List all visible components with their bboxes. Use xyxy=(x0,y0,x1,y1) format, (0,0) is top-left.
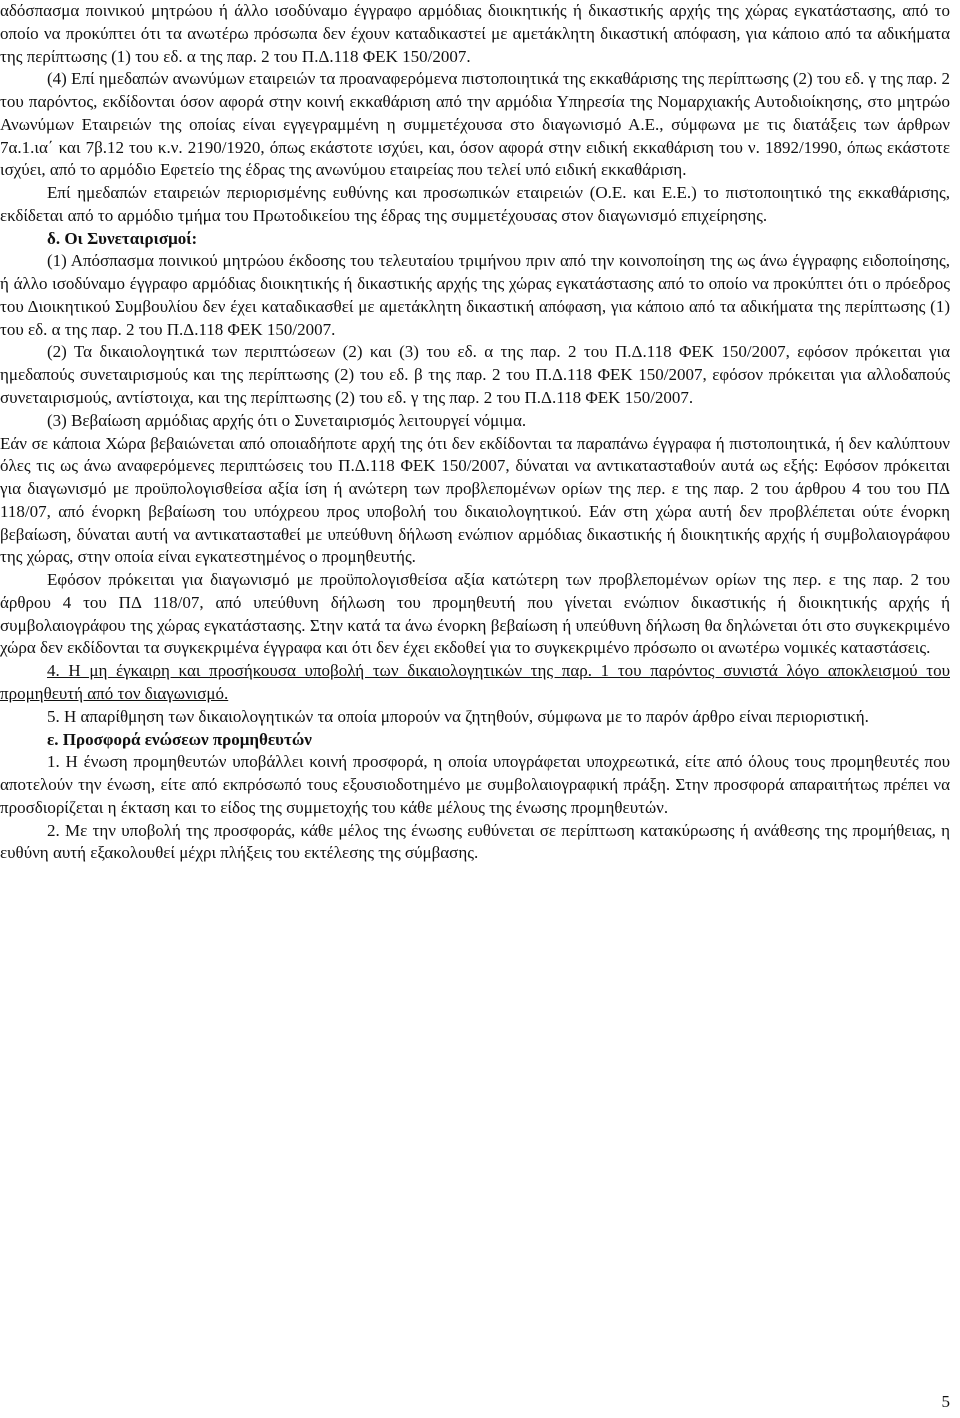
country-note-paragraph: Εάν σε κάποια Χώρα βεβαιώνεται από οποιαδήποτε αρχή της ότι δεν εκδίδονται τα παραπάνω έγγραφα ή πιστοποιητικά, ή δεν καλύπτουν όλες τις ως άνω αναφερόμενες περιπτώσεις του Π.Δ.118 ΦΕΚ 150/2007, δύναται να αντικατασταθούν αυτά ως εξής: Εφόσον πρόκειται για διαγωνισμό με προϋπολογισθείσα αξία ίση ή ανώτερη των προβλεπομένων ορίων της περ. ε της παρ. 2 του άρθρου 4 του του ΠΔ 118/07, από ένορκη βεβαίωση του υπόχρεου προς υποβολή του δικαιολογητικού. Εάν στη χώρα αυτή δεν προβλέπεται ούτε ένορκη βεβαίωση, δύναται αυτή να αντικατασταθεί με υπεύθυνη δήλωση ενώπιον αρμόδιας δικαστικής ή διοικητικής αρχής ή συμβολαιογράφου της χώρας, στην οποία είναι εγκατεστημένος ο προμηθευτής. xyxy=(0,433,950,567)
paragraph: Επί ημεδαπών εταιρειών περιορισμένης ευθύνης και προσωπικών εταιρειών (Ο.Ε. και Ε.Ε.) το πιστοποιητικό της εκκαθάρισης, εκδίδεται από το αρμόδιο τμήμα του Πρωτοδικείου της έδρας της συμμετέχουσας στον διαγωνισμό επιχείρησης. xyxy=(0,183,950,225)
page-number: 5 xyxy=(941,1392,950,1411)
cooperative-item-3: (3) Βεβαίωση αρμόδιας αρχής ότι ο Συνεταιρισμός λειτουργεί νόμιμα. xyxy=(47,410,527,430)
cooperative-item-2: (2) Τα δικαιολογητικά των περιπτώσεων (2) και (3) του εδ. α της παρ. 2 του Π.Δ.118 ΦΕΚ 150/2007, εφόσον πρόκειται για ημεδαπούς συνεταιρισμούς και της περίπτωσης (2) του εδ. β της παρ. 2 του Π.Δ.118 ΦΕΚ 150/2007, εφόσον πρόκειται για αλλοδαπούς συνεταιρισμούς, αντίστοιχα, και της περίπτωσης (2) του εδ. γ της παρ. 2 του Π.Δ.118 ΦΕΚ 150/2007. xyxy=(0,342,950,408)
cooperative-item-1: (1) Απόσπασμα ποινικού μητρώου έκδοσης του τελευταίου τριμήνου πριν από την κοινοποίηση της ως άνω έγγραφης ειδοποίησης, ή άλλο ισοδύναμο έγγραφο αρμόδιας διοικητικής ή δικαστικής αρχής της χώρας εγκατάστασης από το οποίο να προκύπτει ότι ο πρόεδρος του Διοικητικού Συμβουλίου δεν έχει καταδικασθεί με αμετάκλητη δικαστική απόφαση, για κάποιο από τα αδικήματα της περίπτωσης (1) του εδ. α της παρ. 2 του Π.Δ.118 ΦΕΚ 150/2007. xyxy=(0,251,950,339)
union-item-2: 2. Με την υποβολή της προσφοράς, κάθε μέλος της ένωσης ευθύνεται σε περίπτωση κατακύρωσης ή ανάθεσης της προμήθειας, η ευθύνη αυτή εξακολουθεί μέχρι πλήξεις του εκτέλεσης της σύμβασης. xyxy=(0,820,950,863)
section-heading-epsilon: ε. Προσφορά ενώσεων προμηθευτών xyxy=(47,729,312,749)
paragraph: (4) Επί ημεδαπών ανωνύμων εταιρειών τα προαναφερόμενα πιστοποιητικά της εκκαθάρισης της περίπτωσης (2) του εδ. γ της παρ. 2 του παρόντος, εκδίδονται όσον αφορά στην κοινή εκκαθάριση από την αρμόδια Υπηρεσία της Νομαρχιακής Αυτοδιοίκησης, στο μητρώο Ανωνύμων Εταιρειών της οποίας είναι εγγεγραμμένη η συμμετέχουσα στο διαγωνισμό Α.Ε., σύμφωνα με τις διατάξεις των άρθρων 7α.1.ια΄ και 7β.12 του κ.ν. 2190/1920, όπως εκάστοτε ισχύει, και, όσον αφορά στην ειδική εκκαθάριση του ν. 1892/1990, όπως εκάστοτε ισχύει, από το αρμόδιο Εφετείο της έδρας της ανωνύμου εταιρείας που τελεί υπό ειδική εκκαθάριση. xyxy=(0,69,950,180)
paragraph: αδόσπασμα ποινικού μητρώου ή άλλο ισοδύναμο έγγραφο αρμόδιας διοικητικής ή δικαστικής αρχής της χώρας εγκατάστασης, από το οποίο να προκύπτει ότι τα ανωτέρω πρόσωπα δεν έχουν καταδικαστεί με αμετάκλητη δικαστική απόφαση, για κάποιο από τα αδικήματα της περίπτωσης (1) του εδ. α της παρ. 2 του Π.Δ.118 ΦΕΚ 150/2007. xyxy=(0,1,950,66)
union-item-1: 1. Η ένωση προμηθευτών υποβάλλει κοινή προσφορά, η οποία υπογράφεται υποχρεωτικά, είτε από όλους τους προμηθευτές που αποτελούν την ένωση, είτε από εκπρόσωπό τους εξουσιοδοτημένο με συμβολαιογραφική πράξη. Στην προσφορά απαραιτήτως πρέπει να προσδιορίζεται η έκταση και το είδος της συμμετοχής του κάθε μέλους της ένωσης προμηθευτών. xyxy=(0,752,950,817)
section-heading-delta: δ. Οι Συνεταιρισμοί: xyxy=(47,228,198,248)
below-threshold-paragraph: Εφόσον πρόκειται για διαγωνισμό με προϋπολογισθείσα αξία κατώτερη των προβλεπομένων ορίων της περ. ε της παρ. 2 του άρθρου 4 του ΠΔ 118/07, από υπεύθυνη δήλωση του προμηθευτή που γίνεται ενώπιον δικαστικής ή διοικητικής αρχής ή συμβολαιογράφου της χώρας εγκατάστασης. Στην κατά τα άνω ένορκη βεβαίωση ή υπεύθυνη δήλωση θα δηλώνεται ότι στο συγκεκριμένο χώρα δεν εκδίδονται τα συγκεκριμένα έγγραφα και ότι δεν έχει εκδοθεί για το συγκεκριμένο πρόσωπο οι ανωτέρω νομικές καταστάσεις. xyxy=(0,570,950,658)
item-4-paragraph: 4. Η μη έγκαιρη και προσήκουσα υποβολή των δικαιολογητικών της παρ. 1 του παρόντος συνιστά λόγο αποκλεισμού του προμηθευτή από τον διαγωνισμό. xyxy=(0,661,950,703)
item-5-paragraph: 5. Η απαρίθμηση των δικαιολογητικών τα οποία μπορούν να ζητηθούν, σύμφωνα με το παρόν άρθρο είναι περιοριστική. xyxy=(47,706,869,726)
